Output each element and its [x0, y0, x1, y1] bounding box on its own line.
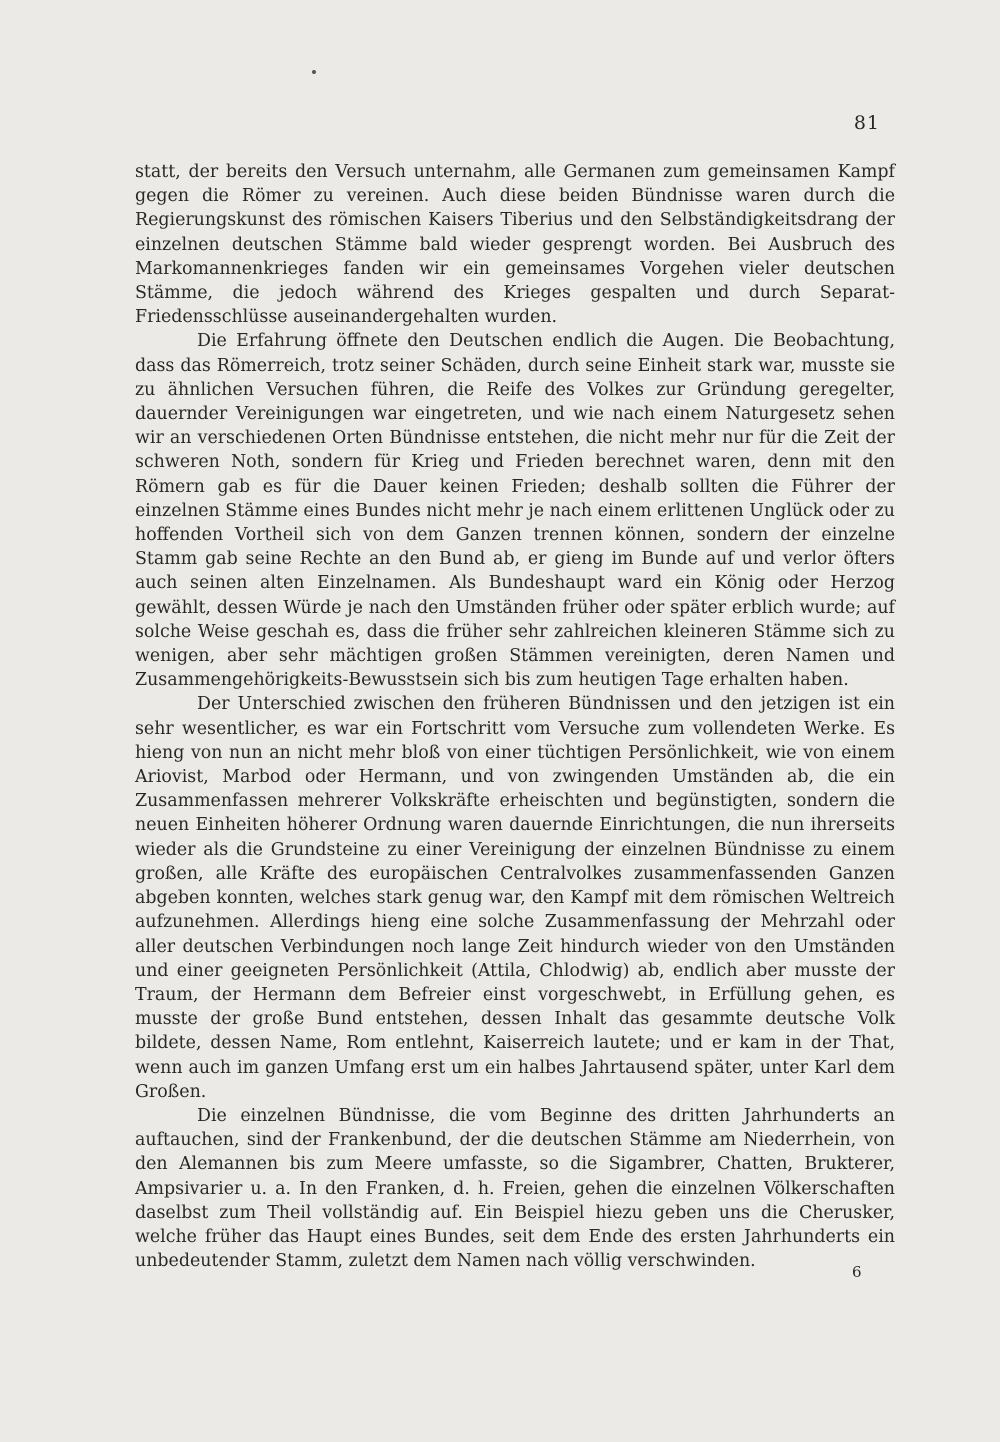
- ink-speck: [312, 70, 316, 74]
- paragraph-4: Die einzelnen Bündnisse, die vom Beginne des dritten Jahrhunderts an auftauchen, sind der Frankenbund, der die deutschen Stämme am Niederrhein, von den Alemannen bis zum Meere umfasste, so die Sigambrer, Chatten, Brukterer, Ampsivarier u. a. In den Franken, d. h. Freien, gehen die einzelnen Völkerschaften daselbst zum Theil vollständig auf. Ein Beispiel hiezu geben uns die Cherusker, welche früher das Haupt eines Bundes, seit dem Ende des ersten Jahrhunderts ein unbedeutender Stamm, zuletzt dem Namen nach völlig verschwinden.: [135, 1105, 895, 1272]
- paragraph-1: statt, der bereits den Versuch unternahm, alle Germanen zum gemeinsamen Kampf gegen die Römer zu vereinen. Auch diese beiden Bündnisse waren durch die Regierungskunst des römischen Kaisers Tiberius und den Selbständigkeitsdrang der einzelnen deutschen Stämme bald wieder gesprengt worden. Bei Ausbruch des Markomannenkrieges fanden wir ein gemeinsames Vorgehen vieler deutschen Stämme, die jedoch während des Krieges gespalten und durch Separat-Friedensschlüsse auseinandergehalten wurden.: [135, 162, 895, 328]
- paragraph-2: Die Erfahrung öffnete den Deutschen endlich die Augen. Die Beobachtung, dass das Römerreich, trotz seiner Schäden, durch seine Einheit stark war, musste sie zu ähnlichen Versuchen führen, die Reife des Volkes zur Gründung geregelter, dauernder Vereinigungen war eingetreten, und wie nach einem Naturgesetz sehen wir an verschiedenen Orten Bündnisse entstehen, die nicht mehr nur für die Zeit der schweren Noth, sondern für Krieg und Frieden berechnet waren, denn mit den Römern gab es für die Dauer keinen Frieden; deshalb sollten die Führer der einzelnen Stämme eines Bundes nicht mehr je nach einem erlittenen Unglück oder zu hoffenden Vortheil sich von dem Ganzen trennen können, sondern der einzelne Stamm gab seine Rechte an den Bund ab, er gieng im Bunde auf und verlor öfters auch seinen alten Einzelnamen. Als Bundeshaupt ward ein König oder Herzog gewählt, dessen Würde je nach den Umständen früher oder später erblich wurde; auf solche Weise geschah es, dass die früher sehr zahlreichen kleineren Stämme sich zu wenigen, aber sehr mächtigen großen Stämmen vereinigten, deren Namen und Zusammengehörigkeits-Bewusstsein sich bis zum heutigen Tage erhalten haben.: [135, 331, 895, 691]
- paragraph-3: Der Unterschied zwischen den früheren Bündnissen und den jetzigen ist ein sehr wesentlicher, es war ein Fortschritt vom Versuche zum vollendeten Werke. Es hieng von nun an nicht mehr bloß von einer tüchtigen Persönlichkeit, wie von einem Ariovist, Marbod oder Hermann, und von zwingenden Umständen ab, die ein Zusammenfassen mehrerer Volkskräfte erheischten und begünstigten, sondern die neuen Einheiten höherer Ordnung waren dauernde Einrichtungen, die nun ihrerseits wieder als die Grundsteine zu einer Vereinigung der einzelnen Bündnisse zu einem großen, alle Kräfte des europäischen Centralvolkes zusammenfassenden Ganzen abgeben konnten, welches stark genug war, den Kampf mit dem römischen Weltreich aufzunehmen. Allerdings hieng eine solche Zusammenfassung der Mehrzahl oder aller deutschen Verbindungen noch lange Zeit hindurch wieder von den Umständen und einer geeigneten Persönlichkeit (Attila, Chlodwig) ab, endlich aber musste der Traum, der Hermann dem Befreier einst vorgeschwebt, in Erfüllung gehen, es musste der große Bund entstehen, dessen Inhalt das gesammte deutsche Volk bildete, dessen Name, Rom entlehnt, Kaiserreich lautete; und er kam in der That, wenn auch im ganzen Umfang erst um ein halbes Jahrtausend später, unter Karl dem Großen.: [135, 694, 895, 1102]
- signature-mark: 6: [852, 1263, 862, 1281]
- body-text: [135, 160, 895, 1273]
- page-number: 81: [853, 112, 880, 134]
